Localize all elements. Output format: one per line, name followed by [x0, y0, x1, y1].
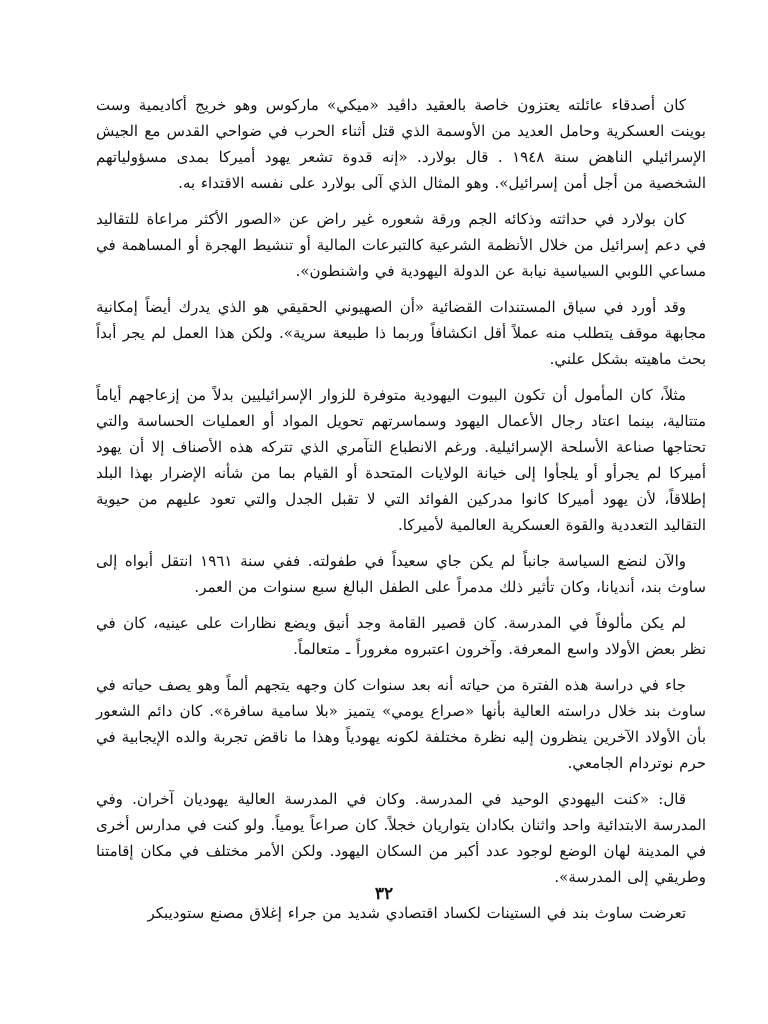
- paragraph-2: كان بولارد في حداثته وذكائه الجم ورقة شعوره غير راض عن «الصور الأكثر مراعاة للتقاليد في دعم إسرائيل من خلال الأنظمة الشرعية كالتبرعات المالية أو تنشيط الهجرة أو المساهمة في مساعي اللوبي السياسية نيابة عن الدولة اليهودية في واشنطون».: [96, 210, 706, 280]
- paragraph-4: مثلاً، كان المأمول أن تكون البيوت اليهودية متوفرة للزوار الإسرائيليين بدلاً من إزعاجهم أياماً متتالية، بينما اعتاد رجال الأعمال اليهود وسماسرتهم تحويل المواد أو العمليات الحساسة والتي تحتاجها صناعة الأسلحة الإسرائيلية. ورغم الانطباع التآمري الذي تتركه هذه الأصناف إلا أن يهود أميركا لم يجرأو أو يلجأوا إلى خيانة الولايات المتحدة أو القيام بما من شأنه الإضرار بهذا البلد إطلاقاً، لأن يهود أميركا كانوا مدركين الفوائد التي لا تقبل الجدل والتي تعود عليهم من حيوية التقاليد التعددية والقوة العسكرية العالمية لأميركا.: [96, 386, 706, 534]
- paragraph-8: قال: «كنت اليهودي الوحيد في المدرسة. وكان في المدرسة العالية يهوديان آخران. وفي المدرسة الابتدائية واحد واثنان بكادان يتواريان خجلاً. كان صراعاً يومياً. ولو كنت في مدارس أخرى في المدينة لهان الوضع لوجود عدد أكبر من السكان اليهود. ولكن الأمر مختلف في مكان إقامتنا وطريقي إلى المدرسة».: [96, 790, 706, 886]
- paragraph-3: وقد أورد في سياق المستندات القضائية «أن الصهيوني الحقيقي هو الذي يدرك أيضاً إمكانية مجابهة موقف يتطلب منه عملاً أقل انكشافاً وربما ذا طبيعة سرية». ولكن هذا العمل لم يجر أبداً بحث ماهيته بشكل علني.: [96, 298, 706, 368]
- paragraph-1: كان أصدقاء عائلته يعتزون خاصة بالعقيد داڤيد «ميكي» ماركوس وهو خريج أكاديمية وست بوينت العسكرية وحامل العديد من الأوسمة الذي قتل أثناء الحرب في ضواحي القدس مع الجيش الإسرائيلي الناهض سنة ١٩٤٨ . قال بولارد. «إنه قدوة تشعر يهود أميركا بمدى مسؤولياتهم الشخصية من أجل أمن إسرائيل». وهو المثال الذي آلى بولارد على نفسه الاقتداء به.: [96, 96, 706, 192]
- page-body: [96, 92, 706, 936]
- paragraph-6: لم يكن مألوفاً في المدرسة. كان قصير القامة وجد أنيق ويضع نظارات على عينيه، كان في نظر بعض الأولاد واسع المعرفة. وآخرون اعتبروه مغروراً ـ متعالماً.: [96, 614, 706, 658]
- paragraph-9: تعرضت ساوث بند في الستينات لكساد اقتصادي شديد من جراء إغلاق مصنع ستوديبكر: [147, 904, 686, 922]
- paragraph-5: والآن لنضع السياسة جانباً لم يكن جاي سعيداً في طفولته. ففي سنة ١٩٦١ انتقل أبواه إلى ساوث بند، أنديانا، وكان تأثير ذلك مدمراً على الطفل البالغ سبع سنوات من العمر.: [96, 552, 706, 596]
- page-number: ٣٢: [374, 884, 394, 904]
- paragraph-7: جاء في دراسة هذه الفترة من حياته أنه بعد سنوات كان وجهه يتجهم ألماً وهو يصف حياته في ساوث بند خلال دراسته العالية بأنها «صراع يومي» يتميز «بلا سامية سافرة». كان دائم الشعور بأن الأولاد الآخرين ينظرون إليه نظرة مختلفة لكونه يهودياً وهذا ما ناقض تجربة والده الإيجابية في حرم نوتردام الجامعي.: [96, 676, 706, 772]
